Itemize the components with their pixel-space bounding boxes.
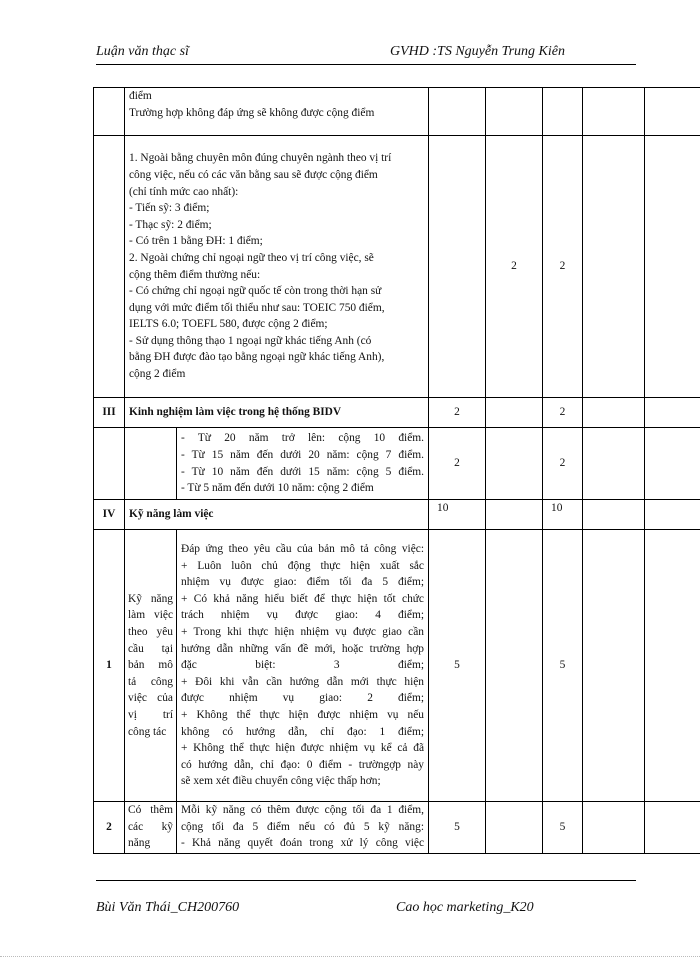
table-row [94, 136, 700, 398]
item-label: Kỹ năng làm việc theo yêu cầu tại bản mô tả công việc của vị trí công tác [128, 592, 173, 738]
row2-text: 1. Ngoài bằng chuyên môn đúng chuyên ngành theo vị trí công việc, nếu có các văn bằng sau sẽ được cộng điểm (chỉ tính mức cao nhất): - Tiến sỹ: 3 điểm; - Thạc sỹ: 2 điểm; - Có trên 1 bằng ĐH: 1 điểm; 2. Ngoài chứng chỉ ngoại ngữ theo vị trí công việc, sẽ cộng thêm điểm thường nếu: - Có chứng chỉ ngoại ngữ quốc tế còn trong thời hạn sử dụng với mức điểm tối thiểu như sau: TOEIC 750 điểm, IELTS 6.0; TOEFL 580, được cộng 2 điểm; - Sử dụng thông thạo 1 ngoại ngữ khác tiếng Anh (có bằng ĐH được đào tạo bằng ngoại ngữ khác tiếng Anh), cộng 2 điểm [129, 152, 392, 381]
row6-value-a: 5 [429, 530, 486, 802]
section-title: Kỹ năng làm việc [129, 508, 214, 521]
section-title: Kinh nghiệm làm việc trong hệ thống BIDV [129, 406, 342, 419]
table-row [94, 428, 700, 500]
row3-value-c: 2 [543, 398, 583, 428]
row7-value-c: 5 [543, 802, 583, 854]
row2-value-c: 2 [543, 136, 583, 398]
section-number: III [94, 398, 125, 428]
footer-right: Cao học marketing_K20 [396, 900, 534, 915]
row5-value-c: 10 [543, 500, 583, 530]
item-number: 2 [94, 802, 125, 854]
table-row [94, 530, 700, 802]
row7-text: Mỗi kỹ năng có thêm được cộng tối đa 1 điểm, cộng tối đa 5 điểm nếu có đủ 5 kỹ năng: - Khả năng quyết đoán trong xử lý công việc [181, 804, 424, 850]
table-row [94, 398, 700, 428]
row4-value-a: 2 [429, 428, 486, 500]
footer-left: Bùi Văn Thái_CH200760 [96, 900, 240, 915]
header-right: GVHD :TS Nguyễn Trung Kiên [390, 44, 565, 59]
table-row [94, 802, 700, 854]
section-number: IV [94, 500, 125, 530]
header-left: Luận văn thạc sĩ [96, 44, 189, 59]
row7-value-a: 5 [429, 802, 486, 854]
row1-text: điểm Trường hợp không đáp ứng sẽ không được cộng điểm [129, 90, 375, 119]
item-number: 1 [94, 530, 125, 802]
row5-value-a: 10 [429, 500, 486, 530]
table-row [94, 88, 700, 136]
row4-text: - Từ 20 năm trở lên: cộng 10 điểm. - Từ 15 năm đến dưới 20 năm: cộng 7 điểm. - Từ 10 năm đến dưới 15 năm: cộng 5 điểm. - Từ 5 năm đến dưới 10 năm: cộng 2 điểm [181, 432, 424, 495]
row6-value-c: 5 [543, 530, 583, 802]
footer-rule [96, 880, 636, 881]
criteria-table [93, 87, 700, 854]
page-header [96, 44, 636, 64]
item-label: Có thêm các kỹ năng [128, 804, 173, 850]
row3-value-a: 2 [429, 398, 486, 428]
row6-text: Đáp ứng theo yêu cầu của bản mô tả công việc: + Luôn luôn chủ động thực hiện xuất sắc nhiệm vụ được giao: điểm tối đa 5 điểm; + Có khả năng hiểu biết để thực hiện tốt chức trách nhiệm vụ được giao: 4 điểm; + Trong khi thực hiện nhiệm vụ được giao cần hướng dẫn những vấn đề mới, hoặc trường hợp đặc biệt: 3 điểm; + Đôi khi vẫn cần hướng dẫn mới thực hiện được nhiệm vụ giao: 2 điểm; + Không thể thực hiện được nhiệm vụ nếu không có hướng dẫn, chỉ đạo: 1 điểm; + Không thể thực hiện được nhiệm vụ kể cả đã có hướng dẫn, chỉ đạo: 0 điểm - trườngợp này sẽ xem xét điều chuyển công việc thấp hơn; [181, 543, 424, 788]
table-row [94, 500, 700, 530]
header-rule [96, 64, 636, 65]
page-break-line [0, 956, 700, 957]
row2-value-b: 2 [486, 136, 543, 398]
row4-value-c: 2 [543, 428, 583, 500]
